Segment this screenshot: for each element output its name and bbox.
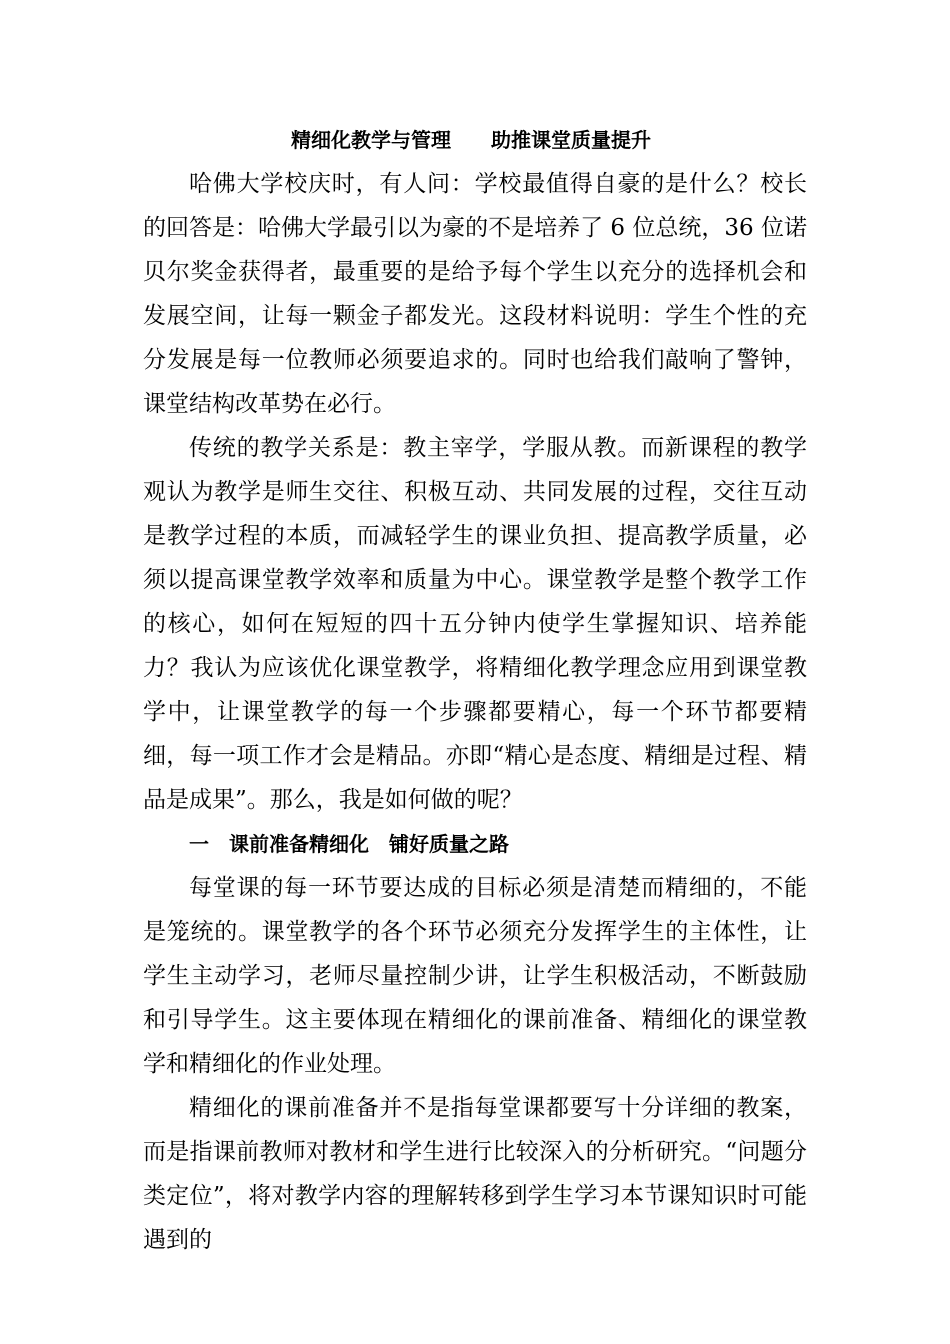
paragraph-lesson-goals: 每堂课的每一环节要达成的目标必须是清楚而精细的，不能是笼统的。课堂教学的各个环节必须充分发挥学生的主体性，让学生主动学习，老师尽量控制少讲，让学生积极活动，不断鼓励和引导学生。这主要体现在精细化的课前准备、精细化的课堂教学和精细化的作业处理。 (143, 875, 807, 1077)
paragraph-traditional-teaching: 传统的教学关系是：教主宰学，学服从教。而新课程的教学观认为教学是师生交往、积极互动、共同发展的过程，交往互动是教学过程的本质，而减轻学生的课业负担、提高教学质量，必须以提高课堂教学效率和质量为中心。课堂教学是整个教学工作的核心，如何在短短的四十五分钟内使学生掌握知识、培养能力？我认为应该优化课堂教学，将精细化教学理念应用到课堂教学中，让课堂教学的每一个步骤都要精心，每一个环节都要精细，每一项工作才会是精品。亦即“精心是态度、精细是过程、精品是成果”。那么，我是如何做的呢？ (143, 435, 807, 813)
document-body (143, 118, 807, 1262)
paragraph-lesson-preparation: 精细化的课前准备并不是指每堂课都要写十分详细的教案，而是指课前教师对教材和学生进行比较深入的分析研究。“问题分类定位”，将对教学内容的理解转移到学生学习本节课知识时可能遇到的 (143, 1095, 807, 1253)
document-title: 精细化教学与管理 助推课堂质量提升 (291, 128, 651, 152)
paragraph-harvard: 哈佛大学校庆时，有人问：学校最值得自豪的是什么？校长的回答是：哈佛大学最引以为豪的不是培养了 6 位总统，36 位诺贝尔奖金获得者，最重要的是给予每个学生以充分的选择机会和发展空间，让每一颗金子都发光。这段材料说明：学生个性的充分发展是每一位教师必须要追求的。同时也给我们敲响了警钟，课堂结构改革势在必行。 (143, 171, 807, 417)
section-heading: 一 课前准备精细化 铺好质量之路 (189, 832, 509, 856)
